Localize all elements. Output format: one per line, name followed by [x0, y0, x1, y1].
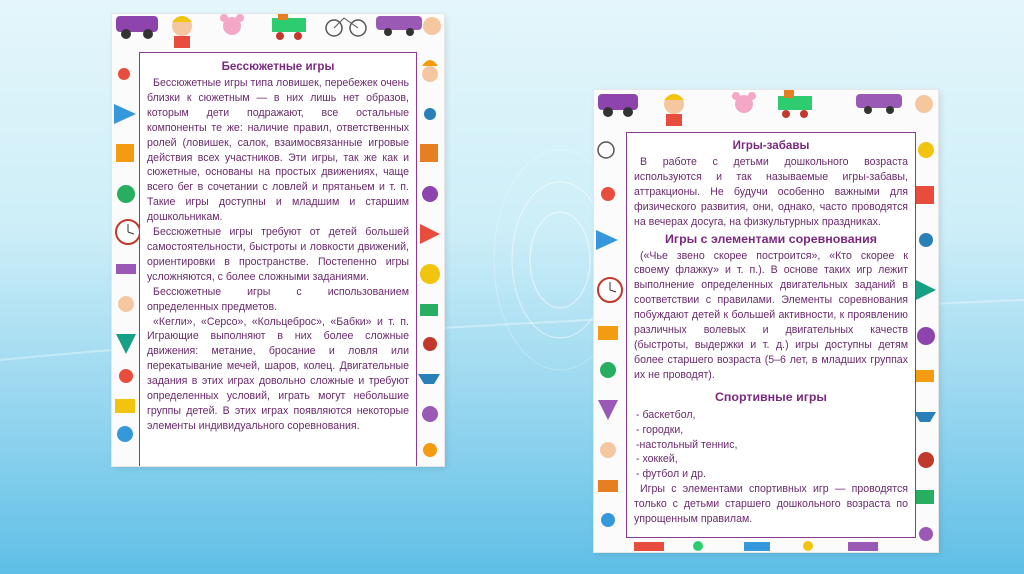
list-item: -настольный теннис,: [636, 438, 738, 451]
left-text-panel: [139, 52, 417, 466]
balloon-icon: [420, 264, 440, 284]
paragraph: Бессюжетные игры типа ловишек, перебежек очень близки к сюжетным — в них лишь нет образов, которым дети подражают, все остальные компоненты те же: наличие правил, ответственных ролей (ловишек, салок, взаимосвязанные игровые действия всех участников. Эти игры, так же как и сюжетные, основаны на простых движениях, чаще всего бег в сочетании с ловлей и прятаньем и т. п. Такие игры доступны и младшим и старшим дошкольникам.: [147, 77, 409, 224]
section-title-games-fun: Игры-забавы: [732, 139, 810, 152]
airplane-icon: [114, 104, 136, 124]
boat-icon: [914, 412, 936, 422]
left-card: [112, 14, 444, 466]
balloon-icon: [918, 142, 934, 158]
car-icon: [598, 94, 638, 110]
section-title-sport-games: Спортивные игры: [714, 389, 828, 404]
list-item: - футбол и др.: [636, 468, 706, 481]
section-text-sport-games: Игры с элементами спортивных игр — проводятся только с детьми старшего дошкольного возраста по упрощенным правилам.: [634, 483, 908, 526]
ball-icon: [118, 68, 130, 80]
boat-icon: [418, 374, 440, 384]
train-icon: [778, 96, 812, 110]
left-card-title: Бессюжетные игры: [221, 60, 335, 73]
section-text-competition-games: («Чье звено скорее построится», «Кто скорее к своему флажку» и т. п.). В основе таких игр лежит выполнение определенных двигательных заданий в соответствии с правилами. Элементы соревнования побуждают детей к большей активности, к проявлению различных волевых и двигательных качеств (быстроты, выдержки и т. д.) игры доступны детям более старшего возраста (5–6 лет, в младших группах их не проводят).: [634, 249, 908, 381]
right-text-panel: [626, 132, 916, 538]
right-card: [594, 90, 938, 552]
paragraph: Бессюжетные игры требуют от детей большей самостоятельности, быстроты и ловкости движений, ориентировки в пространстве. Постепенно игры усложняются, с более сложными заданиями.: [147, 226, 409, 283]
paragraph: Бессюжетные игры с использованием определенных предметов.: [147, 285, 409, 313]
section-text-games-fun: В работе с детьми дошкольного возраста используются и так называемые игры-забавы, аттракционы. Не будучи особенно важными для физического развития, они, однако, часто проводятся на вечерах досуга, на физкультурных праздниках.: [634, 156, 908, 228]
list-item: - хоккей,: [636, 453, 678, 466]
bicycle-icon: [598, 142, 614, 158]
train-icon: [272, 18, 306, 32]
section-title-competition-games: Игры с элементами соревнования: [665, 231, 877, 246]
list-item: - баскетбол,: [636, 408, 696, 421]
car-icon: [116, 16, 158, 32]
paragraph: «Кегли», «Серсо», «Кольцеброс», «Бабки» и т. п. Играющие выполняют в них более сложные движения: метание, бросание и ловля или перекатывание мечей, шаров, колец. Двигательные задания в этих играх довольно сложные и требуют определенных условий, играть могут небольшие группы детей. В этих играх появляются некоторые элементы индивидуального соревнования.: [147, 315, 409, 432]
list-item: - городки,: [636, 423, 684, 436]
airplane-icon: [596, 230, 618, 250]
sport-games-list: [634, 408, 908, 483]
ball-icon: [601, 187, 615, 201]
